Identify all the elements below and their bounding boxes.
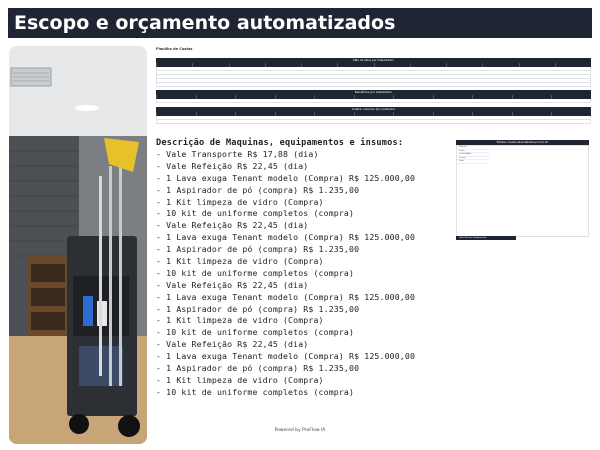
description-list [156,149,456,399]
list-item: - Vale Transporte R$ 17,88 (dia) [156,149,319,159]
list-item: - Vale Refeição R$ 22,45 (dia) [156,339,309,350]
side-table-body [456,145,589,237]
list-item: - Vale Refeição R$ 22,45 (dia) [156,160,309,171]
description-heading: Descrição de Maquinas, equipamentos e insumos: [156,138,404,148]
list-item: - 1 Lava exuga Tenant modelo (Compra) R$ 125.000,00 [156,172,416,183]
sheet-rows [156,99,591,103]
spreadsheet-section-labor [156,58,591,87]
spreadsheet-title: Planilha de Custos [156,47,193,51]
list-item: - 1 Kit limpeza de vidro (Compra) [156,374,324,385]
list-item: - 1 Aspirador de pó (compra) R$ 1.235,00 [156,363,360,374]
ceiling-light-icon [75,105,99,111]
side-table-header: Tributos / Custos Administrativos/ lucro/ etc [456,140,589,145]
list-item: - 1 Lava exuga Tenant modelo (Compra) R$ 125.000,00 [156,232,416,243]
side-cost-table [456,140,589,237]
list-item: - 1 Aspirador de pó (compra) R$ 1.235,00 [156,303,360,314]
list-item: - Vale Refeição R$ 22,45 (dia) [156,220,309,231]
ceiling [9,46,147,136]
sheet-rows [156,116,591,124]
column-headers [156,63,591,67]
section-header: Benefícios por trabalhador [156,90,591,95]
list-item: - 1 Lava exuga Tenant modelo (Compra) R$ 125.000,00 [156,351,416,362]
side-row-label: Lucro [457,150,489,154]
list-item: - 1 Lava exuga Tenant modelo (Compra) R$ 125.000,00 [156,291,416,302]
side-row-label: Custos Adm [457,153,489,157]
sheet-rows [156,67,591,87]
side-table-footer: Valor Mensal: Equipamento [456,236,516,240]
column-headers [156,95,591,99]
spreadsheet-section-supplies [156,107,591,124]
list-item: - 10 kit de uniforme completos (compra) [156,208,355,219]
list-item: - 10 kit de uniforme completos (compra) [156,267,355,278]
list-item: - 1 Kit limpeza de vidro (Compra) [156,196,324,207]
list-item: - Vale Refeição R$ 22,45 (dia) [156,279,309,290]
side-row-label: Outros [457,157,489,161]
list-item: - 10 kit de uniforme completos (compra) [156,327,355,338]
column-headers [156,112,591,116]
list-item: - 1 Aspirador de pó (compra) R$ 1.235,00 [156,244,360,255]
list-item: - 1 Kit limpeza de vidro (Compra) [156,315,324,326]
footer-credit: Powered by ProFlow IA [274,428,326,433]
list-item: - 1 Kit limpeza de vidro (Compra) [156,256,324,267]
description-block [156,137,456,399]
list-item: - 1 Aspirador de pó (compra) R$ 1.235,00 [156,184,360,195]
side-row-label: Tributos [457,146,489,150]
side-row-label: Total [457,160,489,164]
cleaning-cart-photo [9,46,147,444]
section-header: Custos: Insumos por posto/ano [156,107,591,112]
list-item: - 10 kit de uniforme completos (compra) [156,386,355,397]
page-title: Escopo e orçamento automatizados [8,8,592,38]
section-header: Mão de Obra por trabalhador [156,58,591,63]
spreadsheet-section-benefits [156,90,591,103]
